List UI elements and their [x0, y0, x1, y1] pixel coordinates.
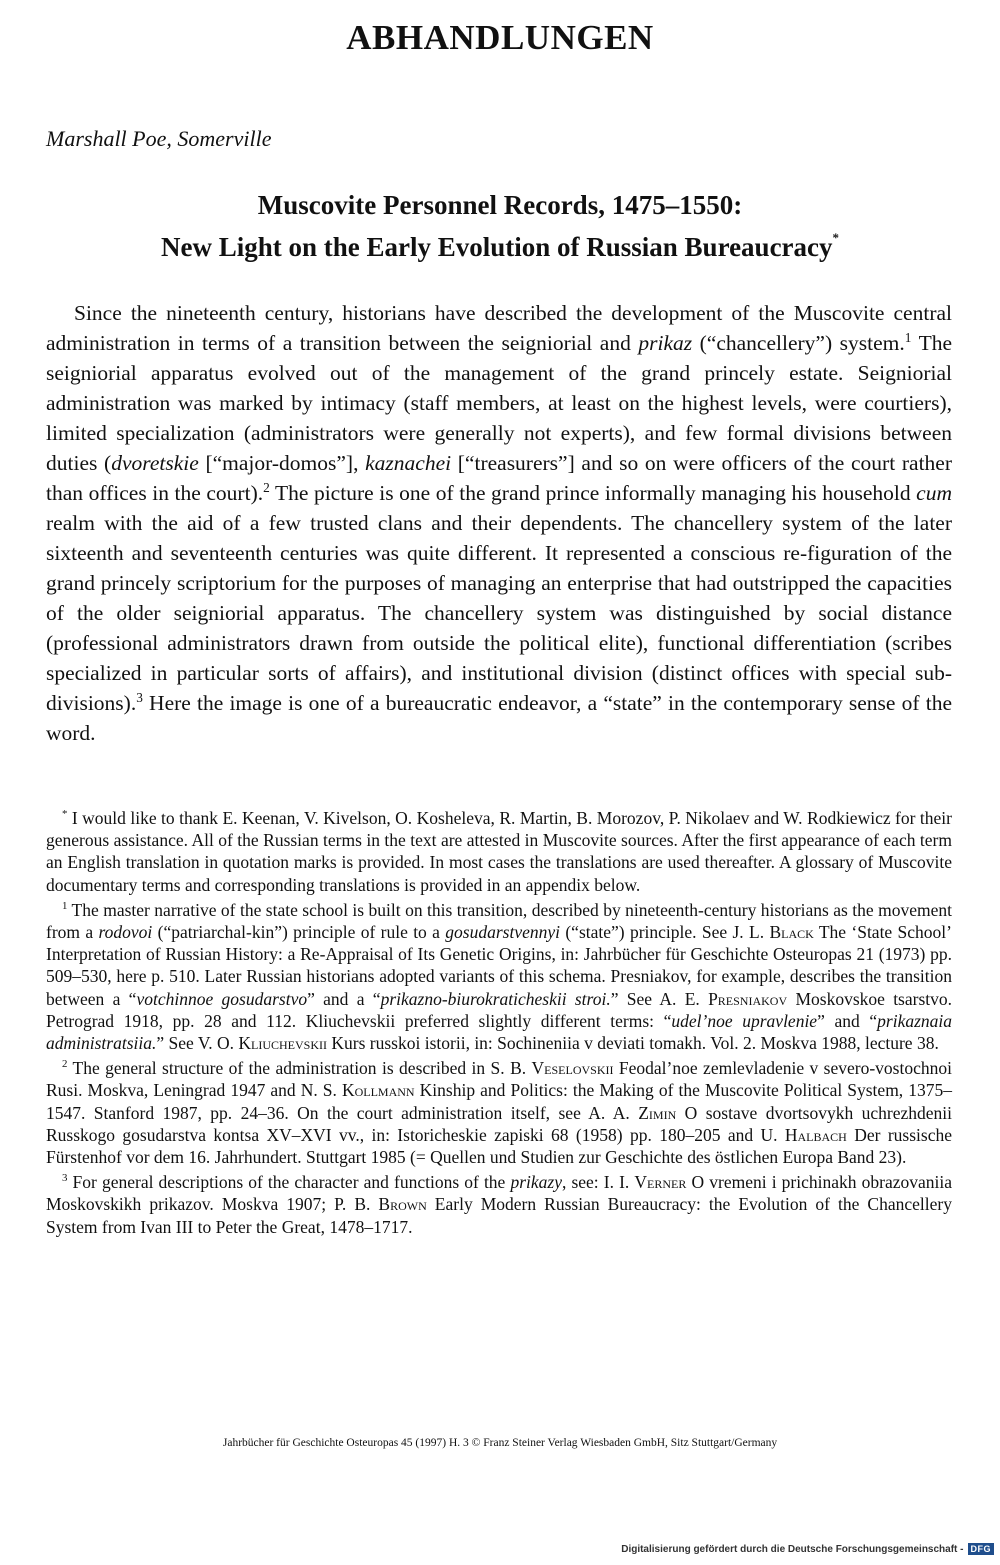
footnote-text: (“patriarchal-kin”) principle of rule to a	[152, 922, 446, 943]
footnote-text: ” and “	[817, 1010, 878, 1031]
digitization-notice	[621, 1543, 994, 1555]
footnote-mark: *	[62, 808, 68, 821]
footnotes	[46, 807, 952, 1238]
footnote-mark: 2	[62, 1058, 68, 1071]
cited-author: Kollmann	[341, 1080, 415, 1101]
journal-footer: Jahrbücher für Geschichte Osteuropas 45 (1997) H. 3 © Franz Steiner Verlag Wiesbaden GmbH, Sitz Stuttgart/Germany	[222, 1437, 778, 1449]
footnote-term: gosudarstvennyi	[445, 922, 560, 943]
footnote-text: Moskovskoe tsarstvo. Petrograd 1918, pp. 28 and 112. Kliuchevskii preferred slightly different terms: “	[46, 988, 953, 1031]
body-text-run: The picture is one of the grand prince informally managing his household	[269, 481, 917, 505]
cited-author: Black	[769, 922, 814, 943]
footnote-2	[46, 1057, 952, 1168]
footnote-text: The general structure of the administration is described in S. B.	[67, 1058, 532, 1079]
cited-author: Veselovskii	[531, 1058, 614, 1079]
term-dvoretskie: dvoretskie	[111, 451, 199, 475]
body-text-run: [“treasurers”] and so on were officers of the court rather than offices in the court).	[46, 451, 952, 505]
footnote-text: For general descriptions of the character and functions of the	[67, 1172, 511, 1193]
footnote-term: prikazy	[510, 1172, 562, 1193]
footnote-mark: 3	[62, 1172, 68, 1185]
body-text-run: Here the image is one of a bureaucratic endeavor, a “state” in the contemporary sense of the word.	[46, 691, 952, 745]
footnote-text: The master narrative of the state school is built on this transition, described by nineteenth-century historians as the movement from a	[46, 899, 952, 943]
footnote-term: prikazno-biurokraticheskii stroi.	[380, 988, 611, 1009]
body-text-run: realm with the aid of a few trusted clans and their dependents. The chancellery system of the later sixteenth and seventeenth centuries was quite different. It represented a conscious re-figuration of the grand princely scriptorium for the purposes of managing an enterprise that had outstripped the capacities of the older seigniorial apparatus. The chancellery system was distinguished by social distance (professional administrators drawn from outside the political elite), functional differentiation (scribes specialized in particular sorts of affairs), and institutional division (distinct offices with special sub-divisions).	[46, 511, 952, 715]
body-text-run: (“chancellery”) system.	[692, 331, 905, 355]
footnote-1	[46, 899, 952, 1054]
cited-author: Zimin	[638, 1102, 677, 1123]
footnote-term: rodovoi	[98, 922, 153, 943]
footnote-term: udel’noe upravlenie	[671, 1010, 818, 1031]
footnote-text: ” See V. O.	[156, 1033, 239, 1054]
footnote-3	[46, 1171, 952, 1238]
footnote-text: Early Modern Russian Bureaucracy: the Evolution of the Chancellery System from Ivan III to Peter the Great, 1478–1717.	[46, 1194, 952, 1237]
cited-author: Presniakov	[708, 988, 788, 1009]
cited-author: Brown	[378, 1194, 427, 1215]
footnote-text: (“state”) principle. See J. L.	[560, 922, 770, 943]
article-title-line-2: New Light on the Early Evolution of Russian Bureaucracy	[160, 232, 833, 262]
footnote-text: O vremeni i prichinakh obrazovaniia Moskovskikh prikazov. Moskva 1907; P. B.	[46, 1172, 952, 1215]
footnote-star	[46, 807, 952, 896]
cited-author: Halbach	[784, 1124, 847, 1145]
body-text-run: [“major-domos”],	[198, 451, 366, 475]
section-title: ABHANDLUNGEN	[346, 18, 654, 57]
article-title-line-1: Muscovite Personnel Records, 1475–1550:	[257, 190, 743, 220]
footnote-term: prikaznaia administratsiia.	[46, 1010, 953, 1054]
cited-author: Verner	[634, 1172, 687, 1193]
footnote-text: , see: I. I.	[561, 1172, 635, 1193]
body-text-run: Since the nineteenth century, historians have described the development of the Muscovite central administration in terms of a transition between the seigniorial and	[46, 301, 952, 355]
footnote-ref-3[interactable]: 3	[136, 689, 143, 705]
term-cum: cum	[916, 481, 952, 505]
term-kaznachei: kaznachei	[365, 451, 452, 475]
footnote-ref-2[interactable]: 2	[263, 479, 270, 495]
footnote-text: I would like to thank E. Keenan, V. Kivelson, O. Kosheleva, R. Martin, B. Morozov, P. Nikolaev and W. Rodkiewicz for their generous assistance. All of the Russian terms in the text are attested in Muscovite sources. After the first appearance of each term an English translation in quotation marks is provided. In most cases the translations are used thereafter. A glossary of Muscovite documentary terms and corresponding translations is provided in an appendix below.	[46, 808, 952, 895]
footnote-text: Kinship and Politics: the Making of the Muscovite Political System, 1375–1547. Stanford 1987, pp. 24–36. On the court administration itself, see A. A.	[46, 1080, 952, 1123]
footnote-text: O sostave dvortsovykh uchrezhdenii Russkogo gosudarstva kontsa XV–XVI vv., in: Istoricheskie zapiski 68 (1958) pp. 180–205 and U.	[46, 1102, 952, 1145]
footnote-text: Feodal’noe zemlevladenie v severo-vostochnoi Rusi. Moskva, Leningrad 1947 and N. S.	[46, 1058, 952, 1101]
footnote-mark: 1	[62, 899, 68, 912]
footnote-text: Kurs russkoi istorii, in: Sochineniia v deviati tomakh. Vol. 2. Moskva 1988, lecture 38.	[327, 1033, 939, 1054]
footnote-ref-1[interactable]: 1	[904, 329, 912, 345]
body-paragraph	[46, 298, 952, 748]
footnote-text: Der russische Fürstenhof vor dem 16. Jahrhundert. Stuttgart 1985 (= Quellen und Studien zur Geschichte des östlichen Europa Band 23).	[46, 1124, 953, 1168]
author-byline: Marshall Poe, Somerville	[46, 126, 272, 151]
term-prikaz: prikaz	[638, 331, 693, 355]
title-footnote-mark[interactable]: *	[832, 230, 840, 245]
footnote-text: ” and a “	[307, 988, 381, 1009]
footnote-term: votchinnoe gosudarstvo	[136, 988, 308, 1009]
footnote-text: ” See A. E.	[610, 988, 709, 1009]
digitization-text: Digitalisierung gefördert durch die Deutsche Forschungsgemeinschaft -	[621, 1543, 964, 1555]
cited-author: Kliuchevskii	[238, 1033, 328, 1054]
article-title	[0, 184, 1000, 268]
dfg-logo-icon: DFG	[968, 1543, 995, 1555]
footnote-text: The ‘State School’ Interpretation of Russian History: a Re-Appraisal of Its Genetic Origins, in: Jahrbücher für Geschichte Osteuropas 21 (1973) pp. 509–530, here p. 510. Later Russian historians adopted variants of this schema. Presniakov, for example, describes the transition between a “	[46, 922, 952, 1009]
body-text-run: The seigniorial apparatus evolved out of the management of the grand princely estate. Seigniorial administration was marked by intimacy (staff members, at least on the highest levels, were courtiers), limited specialization (administrators were generally not experts), and few formal divisions between duties (	[46, 331, 952, 475]
